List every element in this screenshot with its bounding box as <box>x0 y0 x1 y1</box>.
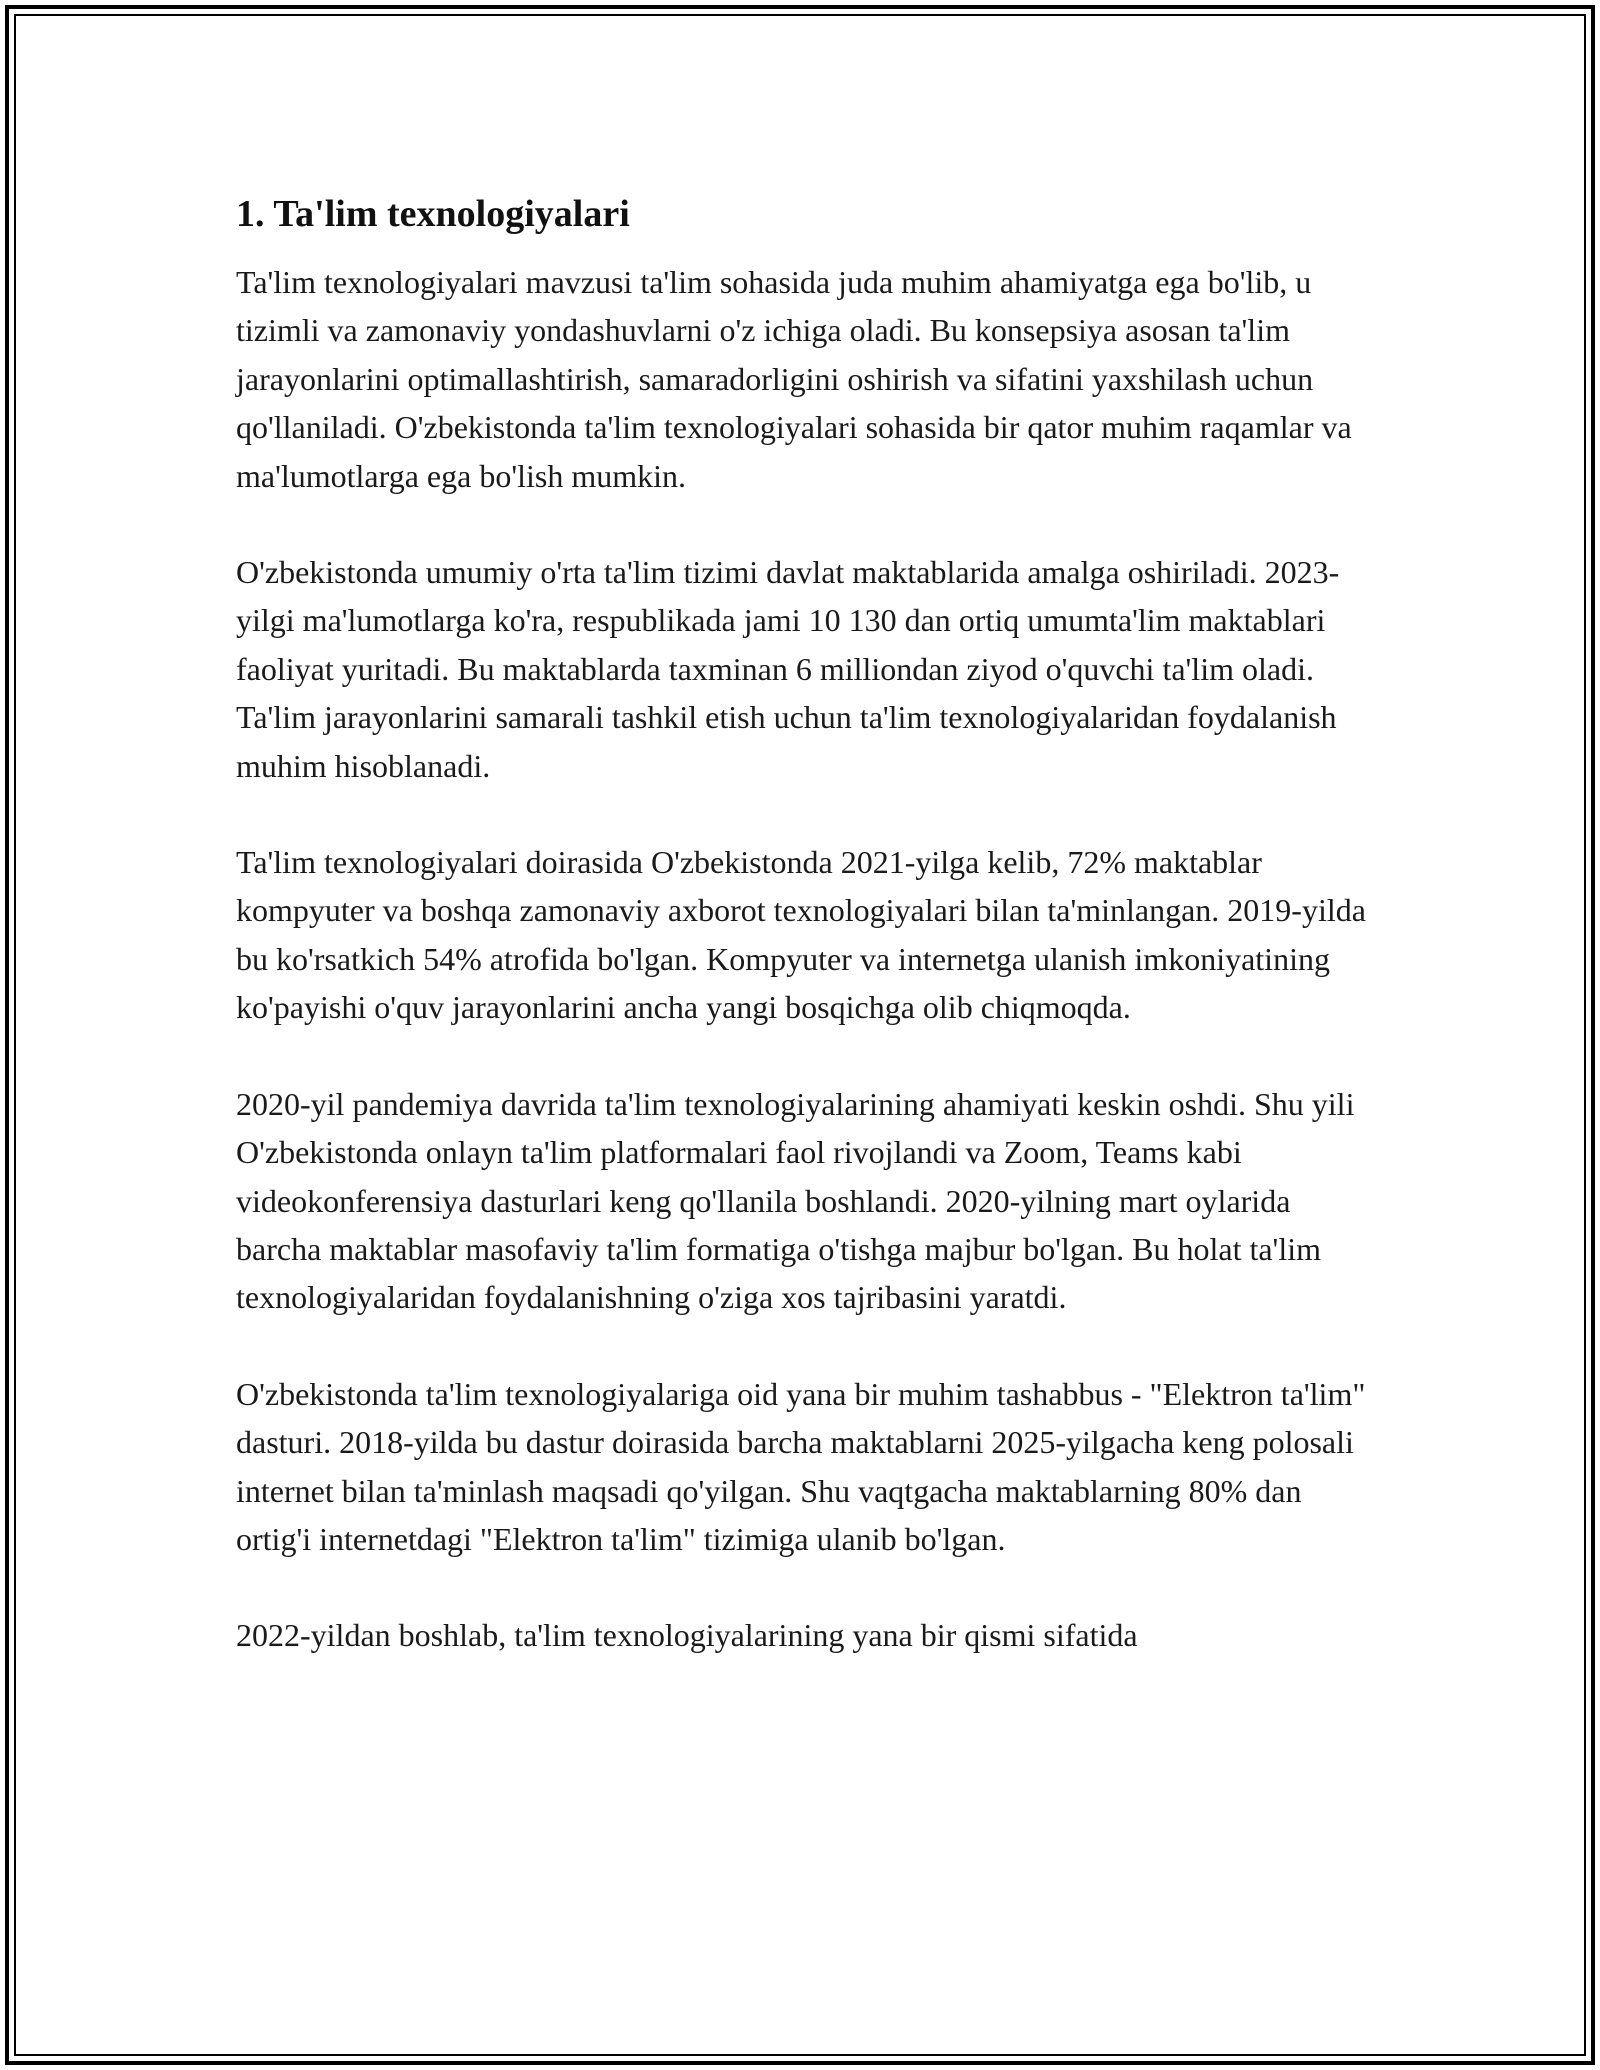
paragraph-4: 2020-yil pandemiya davrida ta'lim texnologiyalarining ahamiyati keskin oshdi. Shu yili O'zbekistonda onlayn ta'lim platformalari faol rivojlandi va Zoom, Teams kabi videokonferensiya dasturlari keng qo'llanila boshlandi. 2020-yilning mart oylarida barcha maktablar masofaviy ta'lim formatiga o'tishga majbur bo'lgan. Bu holat ta'lim texnologiyalaridan foydalanishning o'ziga xos tajribasini yaratdi. <box>236 1085 1355 1316</box>
paragraph-1: Ta'lim texnologiyalari mavzusi ta'lim sohasida juda muhim ahamiyatga ega bo'lib, u tizimli va zamonaviy yondashuvlarni o'z ichiga oladi. Bu konsepsiya asosan ta'lim jarayonlarini optimallashtirish, samaradorligini oshirish va sifatini yaxshilash uchun qo'llaniladi. O'zbekistonda ta'lim texnologiyalari sohasida bir qator muhim raqamlar va ma'lumotlarga ega bo'lish mumkin. <box>236 264 1352 494</box>
section-heading: 1. Ta'lim texnologiyalari <box>236 193 630 235</box>
paragraph-2: O'zbekistonda umumiy o'rta ta'lim tizimi davlat maktablarida amalga oshiriladi. 2023-yilgi ma'lumotlarga ko'ra, respublikada jami 10 130 dan ortiq umumta'lim maktablari faoliyat yuritadi. Bu maktablarda taxminan 6 milliondan ziyod o'quvchi ta'lim oladi. Ta'lim jarayonlarini samarali tashkil etish uchun ta'lim texnologiyalaridan foydalanish muhim hisoblanadi. <box>236 554 1340 784</box>
paragraph-6: 2022-yildan boshlab, ta'lim texnologiyalarining yana bir qismi sifatida <box>236 1617 1138 1654</box>
document-body <box>236 188 1376 1708</box>
paragraph-5: O'zbekistonda ta'lim texnologiyalariga oid yana bir muhim tashabbus - "Elektron ta'lim" dasturi. 2018-yilda bu dastur doirasida barcha maktablarni 2025-yilgacha keng polosali internet bilan ta'minlash maqsadi qo'yilgan. Shu vaqtgacha maktablarning 80% dan ortig'i internetdagi "Elektron ta'lim" tizimiga ulanib bo'lgan. <box>236 1375 1366 1557</box>
paragraph-3: Ta'lim texnologiyalari doirasida O'zbekistonda 2021-yilga kelib, 72% maktablar kompyuter va boshqa zamonaviy axborot texnologiyalari bilan ta'minlangan. 2019-yilda bu ko'rsatkich 54% atrofida bo'lgan. Kompyuter va internetga ulanish imkoniyatining ko'payishi o'quv jarayonlarini ancha yangi bosqichga olib chiqmoqda. <box>236 844 1366 1026</box>
